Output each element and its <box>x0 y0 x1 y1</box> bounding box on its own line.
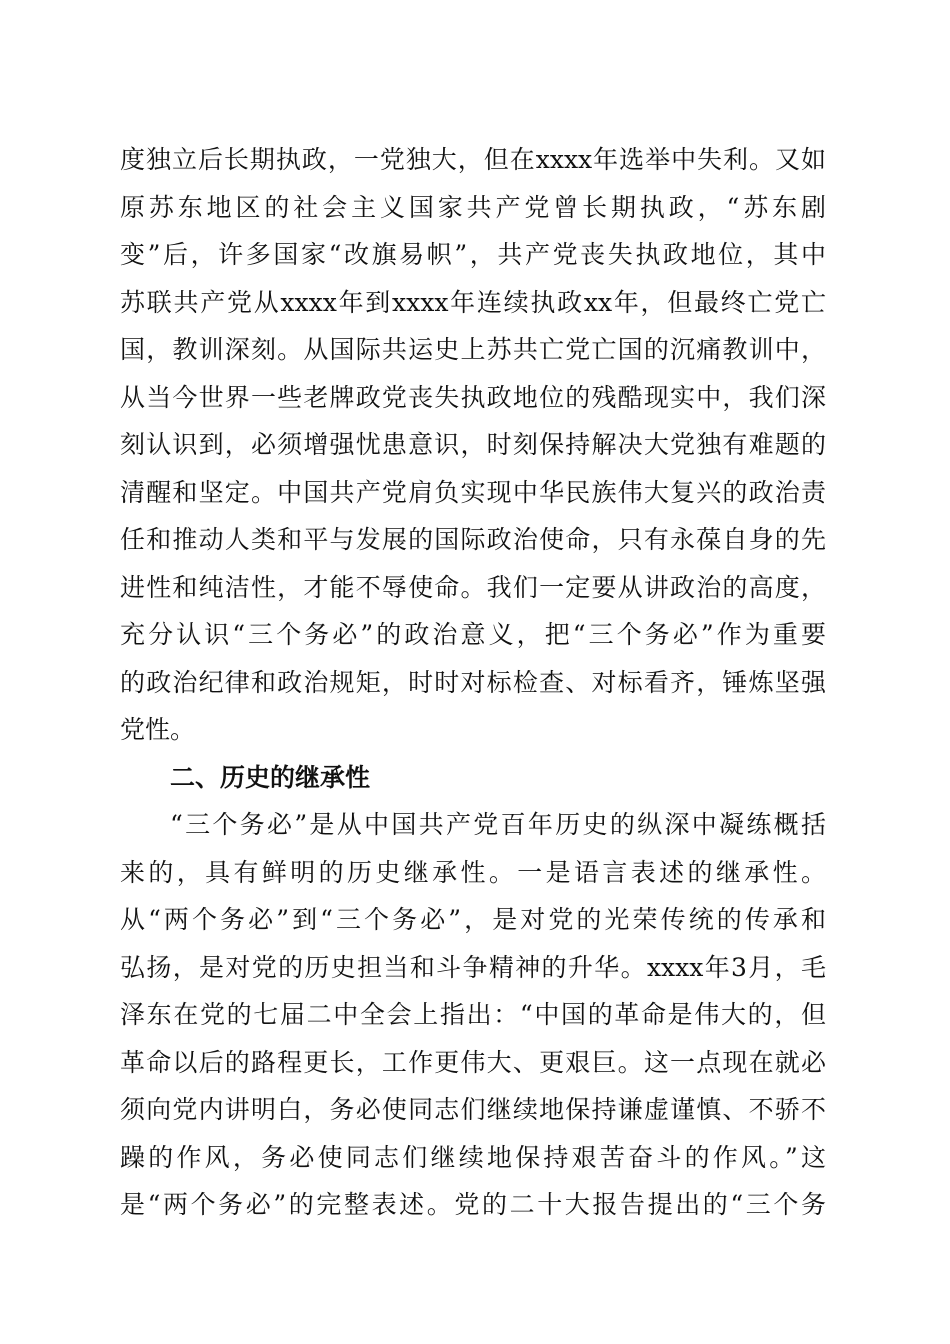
paragraph-2-line-9: 是“两个务必”的完整表述。党的二十大报告提出的“三个务 <box>120 1190 826 1219</box>
paragraph-2-line-1: “三个务必”是从中国共产党百年历史的纵深中凝练概括 <box>170 810 826 839</box>
paragraph-2-line-3: 从“两个务必”到“三个务必”，是对党的光荣传统的传承和 <box>120 905 826 934</box>
paragraph-1-line-1: 度独立后长期执政，一党独大，但在xxxx年选举中失利。又如 <box>120 145 826 174</box>
paragraph-1-line-5: 国，教训深刻。从国际共运史上苏共亡党亡国的沉痛教训中， <box>120 335 826 364</box>
paragraph-1-line-9: 任和推动人类和平与发展的国际政治使命，只有永葆自身的先 <box>120 525 826 554</box>
paragraph-2-line-6: 革命以后的路程更长，工作更伟大、更艰巨。这一点现在就必 <box>120 1048 826 1077</box>
paragraph-2-line-8: 躁的作风，务必使同志们继续地保持艰苦奋斗的作风。”这 <box>120 1143 826 1172</box>
paragraph-1-line-11: 充分认识“三个务必”的政治意义，把“三个务必”作为重要 <box>120 620 826 649</box>
paragraph-1-line-13: 党性。 <box>120 715 196 744</box>
paragraph-2-line-5: 泽东在党的七届二中全会上指出：“中国的革命是伟大的，但 <box>120 1000 826 1029</box>
paragraph-2-line-4: 弘扬，是对党的历史担当和斗争精神的升华。xxxx年3月，毛 <box>120 953 826 982</box>
section-heading: 二、历史的继承性 <box>170 763 371 792</box>
paragraph-1-line-7: 刻认识到，必须增强忧患意识，时刻保持解决大党独有难题的 <box>120 430 826 459</box>
paragraph-1-line-2: 原苏东地区的社会主义国家共产党曾长期执政，“苏东剧 <box>120 193 826 222</box>
paragraph-1-line-8: 清醒和坚定。中国共产党肩负实现中华民族伟大复兴的政治责 <box>120 478 826 507</box>
paragraph-2-line-7: 须向党内讲明白，务必使同志们继续地保持谦虚谨慎、不骄不 <box>120 1095 826 1124</box>
paragraph-1-line-10: 进性和纯洁性，才能不辱使命。我们一定要从讲政治的高度， <box>120 573 826 602</box>
paragraph-1-line-6: 从当今世界一些老牌政党丧失执政地位的残酷现实中，我们深 <box>120 383 826 412</box>
paragraph-1-line-4: 苏联共产党从xxxx年到xxxx年连续执政xx年，但最终亡党亡 <box>120 288 826 317</box>
paragraph-2-line-2: 来的，具有鲜明的历史继承性。一是语言表述的继承性。 <box>120 858 826 887</box>
paragraph-1-line-3: 变”后，许多国家“改旗易帜”，共产党丧失执政地位，其中 <box>120 240 826 269</box>
paragraph-1-line-12: 的政治纪律和政治规矩，时时对标检查、对标看齐，锤炼坚强 <box>120 668 826 697</box>
